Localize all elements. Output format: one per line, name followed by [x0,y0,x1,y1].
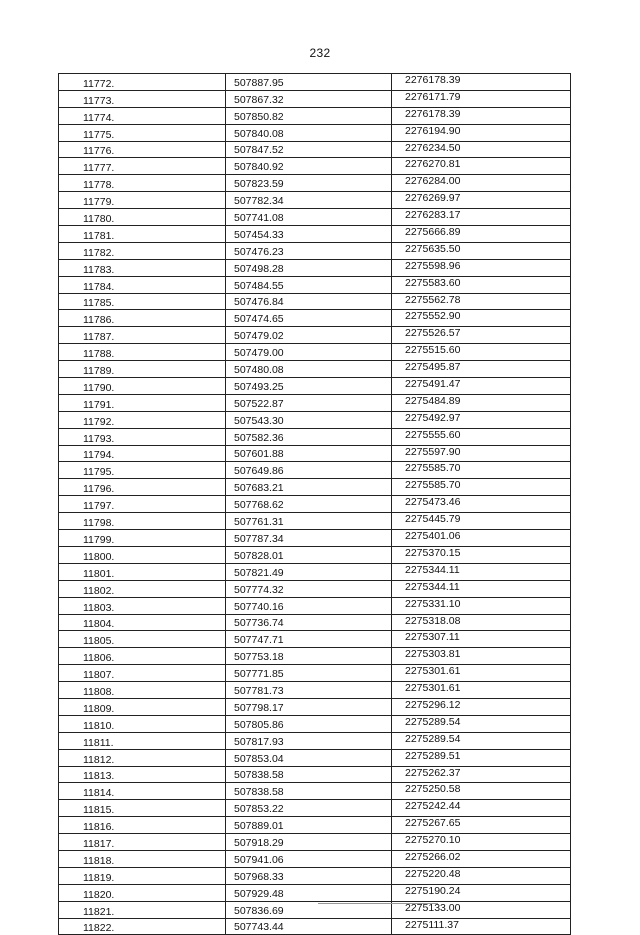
northing-cell: 2275597.90 [392,445,571,462]
table-row [59,867,571,884]
table-row [59,749,571,766]
easting-cell: 507649.86 [226,462,392,479]
point-number-cell: 11818. [59,850,226,867]
point-number-cell: 11794. [59,445,226,462]
northing-cell: 2275526.57 [392,327,571,344]
point-number-cell: 11777. [59,158,226,175]
easting-cell: 507753.18 [226,648,392,665]
easting-cell: 507781.73 [226,682,392,699]
northing-cell: 2276269.97 [392,192,571,209]
easting-cell: 507484.55 [226,276,392,293]
northing-cell: 2275220.48 [392,867,571,884]
northing-cell: 2275307.11 [392,631,571,648]
easting-cell: 507828.01 [226,546,392,563]
table-row [59,901,571,918]
northing-cell: 2276234.50 [392,141,571,158]
table-row [59,378,571,395]
easting-cell: 507479.00 [226,344,392,361]
easting-cell: 507840.92 [226,158,392,175]
table-row [59,428,571,445]
table-row [59,648,571,665]
table-row [59,530,571,547]
northing-cell: 2275401.06 [392,530,571,547]
easting-cell: 507840.08 [226,124,392,141]
northing-cell: 2275598.96 [392,259,571,276]
northing-cell: 2275583.60 [392,276,571,293]
table-row [59,580,571,597]
point-number-cell: 11783. [59,259,226,276]
point-number-cell: 11786. [59,310,226,327]
point-number-cell: 11807. [59,665,226,682]
point-number-cell: 11781. [59,226,226,243]
point-number-cell: 11799. [59,530,226,547]
point-number-cell: 11801. [59,563,226,580]
northing-cell: 2276194.90 [392,124,571,141]
northing-cell: 2275262.37 [392,766,571,783]
northing-cell: 2275370.15 [392,546,571,563]
point-number-cell: 11791. [59,394,226,411]
table-row [59,817,571,834]
point-number-cell: 11773. [59,90,226,107]
northing-cell: 2275266.02 [392,850,571,867]
easting-cell: 507838.58 [226,783,392,800]
point-number-cell: 11808. [59,682,226,699]
easting-cell: 507774.32 [226,580,392,597]
easting-cell: 507798.17 [226,698,392,715]
northing-cell: 2275585.70 [392,462,571,479]
northing-cell: 2275301.61 [392,682,571,699]
point-number-cell: 11797. [59,496,226,513]
point-number-cell: 11810. [59,715,226,732]
northing-cell: 2275133.00 [392,901,571,918]
northing-cell: 2275318.08 [392,614,571,631]
table-row [59,546,571,563]
northing-cell: 2275190.24 [392,884,571,901]
northing-cell: 2275635.50 [392,242,571,259]
easting-cell: 507889.01 [226,817,392,834]
easting-cell: 507522.87 [226,394,392,411]
point-number-cell: 11819. [59,867,226,884]
northing-cell: 2276283.17 [392,209,571,226]
table-row [59,496,571,513]
easting-cell: 507493.25 [226,378,392,395]
easting-cell: 507768.62 [226,496,392,513]
easting-cell: 507476.23 [226,242,392,259]
table-row [59,918,571,935]
point-number-cell: 11816. [59,817,226,834]
northing-cell: 2275555.60 [392,428,571,445]
table-row [59,665,571,682]
northing-cell: 2275296.12 [392,698,571,715]
table-row [59,175,571,192]
table-row [59,192,571,209]
table-row [59,293,571,310]
scan-edge-line [318,903,438,904]
point-number-cell: 11798. [59,513,226,530]
northing-cell: 2276178.39 [392,107,571,124]
easting-cell: 507480.08 [226,361,392,378]
northing-cell: 2275344.11 [392,563,571,580]
point-number-cell: 11795. [59,462,226,479]
northing-cell: 2275445.79 [392,513,571,530]
table-row [59,732,571,749]
point-number-cell: 11813. [59,766,226,783]
point-number-cell: 11804. [59,614,226,631]
point-number-cell: 11772. [59,74,226,91]
point-number-cell: 11793. [59,428,226,445]
point-number-cell: 11815. [59,800,226,817]
table-row [59,107,571,124]
easting-cell: 507853.04 [226,749,392,766]
northing-cell: 2275267.65 [392,817,571,834]
table-row [59,141,571,158]
easting-cell: 507918.29 [226,834,392,851]
northing-cell: 2275484.89 [392,394,571,411]
easting-cell: 507761.31 [226,513,392,530]
table-row [59,344,571,361]
table-row [59,682,571,699]
table-row [59,884,571,901]
point-number-cell: 11822. [59,918,226,935]
northing-cell: 2275301.61 [392,665,571,682]
northing-cell: 2275242.44 [392,800,571,817]
table-row [59,631,571,648]
northing-cell: 2275111.37 [392,918,571,935]
table-row [59,124,571,141]
coordinates-table [58,73,571,935]
table-row [59,411,571,428]
point-number-cell: 11800. [59,546,226,563]
table-row [59,715,571,732]
northing-cell: 2275562.78 [392,293,571,310]
northing-cell: 2275495.87 [392,361,571,378]
point-number-cell: 11789. [59,361,226,378]
northing-cell: 2275289.51 [392,749,571,766]
easting-cell: 507817.93 [226,732,392,749]
easting-cell: 507582.36 [226,428,392,445]
point-number-cell: 11821. [59,901,226,918]
easting-cell: 507683.21 [226,479,392,496]
easting-cell: 507850.82 [226,107,392,124]
northing-cell: 2275331.10 [392,597,571,614]
easting-cell: 507941.06 [226,850,392,867]
point-number-cell: 11780. [59,209,226,226]
table-row [59,327,571,344]
easting-cell: 507476.84 [226,293,392,310]
table-row [59,479,571,496]
easting-cell: 507743.44 [226,918,392,935]
table-row [59,226,571,243]
easting-cell: 507771.85 [226,665,392,682]
table-row [59,209,571,226]
easting-cell: 507736.74 [226,614,392,631]
easting-cell: 507853.22 [226,800,392,817]
easting-cell: 507836.69 [226,901,392,918]
northing-cell: 2275515.60 [392,344,571,361]
coordinates-table-body [59,74,571,935]
easting-cell: 507543.30 [226,411,392,428]
point-number-cell: 11774. [59,107,226,124]
table-row [59,242,571,259]
point-number-cell: 11782. [59,242,226,259]
table-row [59,310,571,327]
easting-cell: 507740.16 [226,597,392,614]
easting-cell: 507474.65 [226,310,392,327]
easting-cell: 507929.48 [226,884,392,901]
table-row [59,361,571,378]
point-number-cell: 11803. [59,597,226,614]
point-number-cell: 11788. [59,344,226,361]
northing-cell: 2276284.00 [392,175,571,192]
point-number-cell: 11811. [59,732,226,749]
table-row [59,259,571,276]
northing-cell: 2275473.46 [392,496,571,513]
easting-cell: 507968.33 [226,867,392,884]
point-number-cell: 11802. [59,580,226,597]
point-number-cell: 11820. [59,884,226,901]
easting-cell: 507805.86 [226,715,392,732]
northing-cell: 2275303.81 [392,648,571,665]
point-number-cell: 11812. [59,749,226,766]
point-number-cell: 11787. [59,327,226,344]
easting-cell: 507838.58 [226,766,392,783]
table-row [59,563,571,580]
point-number-cell: 11776. [59,141,226,158]
easting-cell: 507747.71 [226,631,392,648]
table-row [59,614,571,631]
table-row [59,698,571,715]
easting-cell: 507479.02 [226,327,392,344]
northing-cell: 2275491.47 [392,378,571,395]
point-number-cell: 11817. [59,834,226,851]
northing-cell: 2276171.79 [392,90,571,107]
point-number-cell: 11805. [59,631,226,648]
table-row [59,276,571,293]
easting-cell: 507741.08 [226,209,392,226]
easting-cell: 507867.32 [226,90,392,107]
point-number-cell: 11809. [59,698,226,715]
northing-cell: 2276270.81 [392,158,571,175]
easting-cell: 507498.28 [226,259,392,276]
northing-cell: 2276178.39 [392,74,571,91]
easting-cell: 507821.49 [226,563,392,580]
table-row [59,783,571,800]
northing-cell: 2275270.10 [392,834,571,851]
northing-cell: 2275552.90 [392,310,571,327]
easting-cell: 507601.88 [226,445,392,462]
point-number-cell: 11792. [59,411,226,428]
easting-cell: 507823.59 [226,175,392,192]
table-row [59,834,571,851]
northing-cell: 2275492.97 [392,411,571,428]
easting-cell: 507782.34 [226,192,392,209]
easting-cell: 507887.95 [226,74,392,91]
point-number-cell: 11778. [59,175,226,192]
table-row [59,513,571,530]
northing-cell: 2275289.54 [392,732,571,749]
point-number-cell: 11814. [59,783,226,800]
table-row [59,462,571,479]
northing-cell: 2275344.11 [392,580,571,597]
table-row [59,394,571,411]
table-row [59,597,571,614]
table-row [59,158,571,175]
easting-cell: 507787.34 [226,530,392,547]
table-row [59,850,571,867]
point-number-cell: 11775. [59,124,226,141]
northing-cell: 2275289.54 [392,715,571,732]
easting-cell: 507847.52 [226,141,392,158]
page-number: 232 [309,46,331,60]
point-number-cell: 11784. [59,276,226,293]
table-row [59,90,571,107]
point-number-cell: 11806. [59,648,226,665]
northing-cell: 2275585.70 [392,479,571,496]
point-number-cell: 11796. [59,479,226,496]
table-row [59,766,571,783]
point-number-cell: 11779. [59,192,226,209]
table-row [59,445,571,462]
table-row [59,800,571,817]
northing-cell: 2275666.89 [392,226,571,243]
point-number-cell: 11790. [59,378,226,395]
northing-cell: 2275250.58 [392,783,571,800]
easting-cell: 507454.33 [226,226,392,243]
table-row [59,74,571,91]
point-number-cell: 11785. [59,293,226,310]
